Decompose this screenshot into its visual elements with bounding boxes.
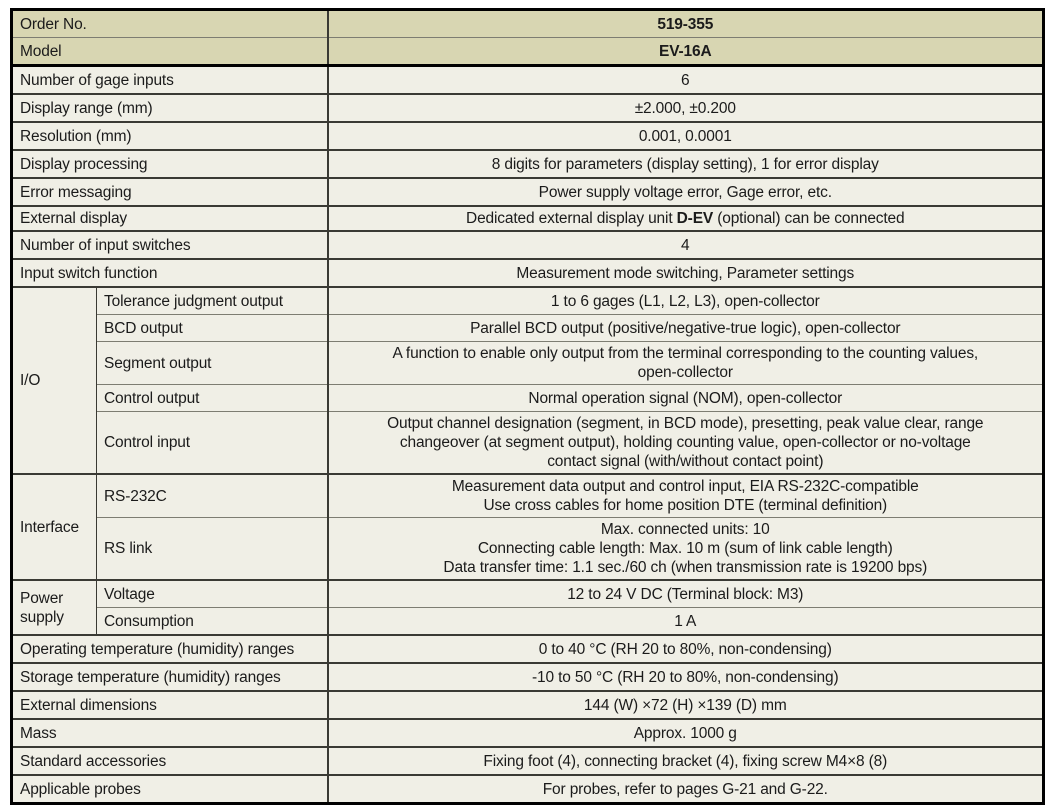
table-row bbox=[12, 231, 1044, 259]
table-row bbox=[12, 342, 1044, 385]
table-row bbox=[12, 178, 1044, 206]
row-label: Consumption bbox=[97, 608, 328, 636]
table-row bbox=[12, 94, 1044, 122]
spec-table bbox=[10, 8, 1045, 805]
row-label: Number of input switches bbox=[12, 231, 328, 259]
row-label: Error messaging bbox=[12, 178, 328, 206]
table-row bbox=[12, 580, 1044, 608]
row-value: Max. connected units: 10 Connecting cable length: Max. 10 m (sum of link cable length) Data transfer time: 1.1 sec./60 ch (when transmission rate is 19200 bps) bbox=[328, 518, 1044, 581]
row-value: Normal operation signal (NOM), open-collector bbox=[328, 385, 1044, 412]
row-value: 0.001, 0.0001 bbox=[328, 122, 1044, 150]
row-value: 1 A bbox=[328, 608, 1044, 636]
row-value: 6 bbox=[328, 66, 1044, 95]
row-value: Fixing foot (4), connecting bracket (4), fixing screw M4×8 (8) bbox=[328, 747, 1044, 775]
table-row bbox=[12, 150, 1044, 178]
row-label: External display bbox=[12, 206, 328, 231]
value-emphasis: D-EV bbox=[676, 210, 714, 227]
table-row bbox=[12, 122, 1044, 150]
row-label: Voltage bbox=[97, 580, 328, 608]
row-value: Measurement data output and control input, EIA RS-232C-compatible Use cross cables for home position DTE (terminal definition) bbox=[328, 474, 1044, 518]
row-value: For probes, refer to pages G-21 and G-22. bbox=[328, 775, 1044, 804]
row-value: 144 (W) ×72 (H) ×139 (D) mm bbox=[328, 691, 1044, 719]
row-value: Measurement mode switching, Parameter settings bbox=[328, 259, 1044, 287]
row-value: -10 to 50 °C (RH 20 to 80%, non-condensing) bbox=[328, 663, 1044, 691]
row-value bbox=[328, 206, 1044, 231]
row-label: RS link bbox=[97, 518, 328, 581]
row-label: Input switch function bbox=[12, 259, 328, 287]
row-value: A function to enable only output from the terminal corresponding to the counting values, open-collector bbox=[328, 342, 1044, 385]
table-row bbox=[12, 206, 1044, 231]
row-value: 1 to 6 gages (L1, L2, L3), open-collector bbox=[328, 287, 1044, 315]
row-label: Display range (mm) bbox=[12, 94, 328, 122]
row-value: ±2.000, ±0.200 bbox=[328, 94, 1044, 122]
row-label: Mass bbox=[12, 719, 328, 747]
table-row bbox=[12, 608, 1044, 636]
row-label: RS-232C bbox=[97, 474, 328, 518]
row-value: 4 bbox=[328, 231, 1044, 259]
row-label: Segment output bbox=[97, 342, 328, 385]
table-row bbox=[12, 66, 1044, 95]
table-row bbox=[12, 474, 1044, 518]
group-label: Power supply bbox=[12, 580, 97, 635]
row-label: Tolerance judgment output bbox=[97, 287, 328, 315]
row-value: EV-16A bbox=[328, 38, 1044, 66]
row-label: Standard accessories bbox=[12, 747, 328, 775]
table-row bbox=[12, 287, 1044, 315]
row-label: Applicable probes bbox=[12, 775, 328, 804]
table-row bbox=[12, 412, 1044, 475]
row-label: Number of gage inputs bbox=[12, 66, 328, 95]
row-label: Control input bbox=[97, 412, 328, 475]
row-label: Control output bbox=[97, 385, 328, 412]
table-row bbox=[12, 663, 1044, 691]
table-row bbox=[12, 385, 1044, 412]
row-label: Order No. bbox=[12, 10, 328, 38]
table-row bbox=[12, 747, 1044, 775]
table-row bbox=[12, 315, 1044, 342]
row-label: Operating temperature (humidity) ranges bbox=[12, 635, 328, 663]
table-row bbox=[12, 518, 1044, 581]
row-value: Output channel designation (segment, in BCD mode), presetting, peak value clear, range changeover (at segment output), holding counting value, open-collector or no-voltage contact signal (with/without contact point) bbox=[328, 412, 1044, 475]
table-row bbox=[12, 775, 1044, 804]
table-row bbox=[12, 719, 1044, 747]
spec-table-body bbox=[12, 10, 1044, 804]
row-value: Parallel BCD output (positive/negative-true logic), open-collector bbox=[328, 315, 1044, 342]
value-text: (optional) can be connected bbox=[713, 210, 905, 227]
row-label: External dimensions bbox=[12, 691, 328, 719]
group-label: Interface bbox=[12, 474, 97, 580]
row-label: Model bbox=[12, 38, 328, 66]
row-value: 519-355 bbox=[328, 10, 1044, 38]
row-value: 8 digits for parameters (display setting), 1 for error display bbox=[328, 150, 1044, 178]
value-text: Dedicated external display unit bbox=[466, 210, 677, 227]
row-label: Display processing bbox=[12, 150, 328, 178]
row-value: 12 to 24 V DC (Terminal block: M3) bbox=[328, 580, 1044, 608]
row-label: Resolution (mm) bbox=[12, 122, 328, 150]
row-value: Approx. 1000 g bbox=[328, 719, 1044, 747]
table-row bbox=[12, 635, 1044, 663]
table-row bbox=[12, 38, 1044, 66]
row-value: 0 to 40 °C (RH 20 to 80%, non-condensing) bbox=[328, 635, 1044, 663]
catalog-page bbox=[0, 8, 1055, 807]
row-value: Power supply voltage error, Gage error, etc. bbox=[328, 178, 1044, 206]
group-label: I/O bbox=[12, 287, 97, 474]
row-label: BCD output bbox=[97, 315, 328, 342]
row-label: Storage temperature (humidity) ranges bbox=[12, 663, 328, 691]
table-row bbox=[12, 259, 1044, 287]
table-row bbox=[12, 691, 1044, 719]
table-row bbox=[12, 10, 1044, 38]
